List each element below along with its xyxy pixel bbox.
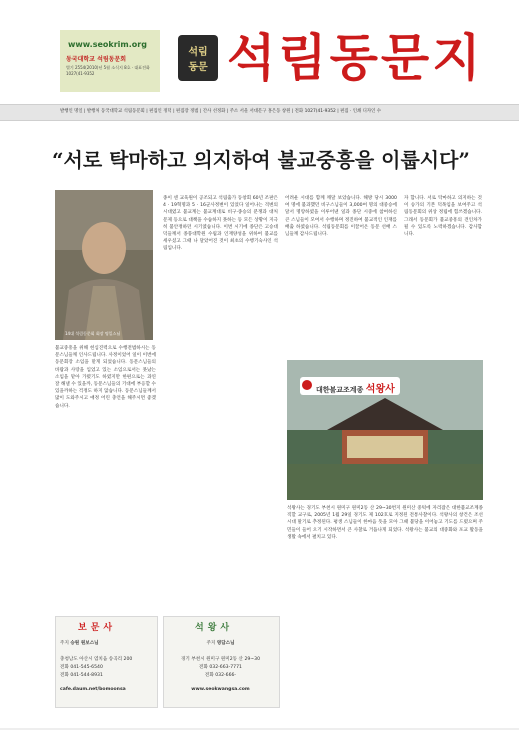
page-bottom-rule: [0, 728, 519, 730]
ad-seokwangsa-abbot: 주지 영담스님: [206, 641, 235, 646]
headline: “서로 탁마하고 의지하여 불교중흥을 이룹시다”: [52, 148, 470, 172]
temple-article: 석왕사는 경기도 부천시 원미구 원미2동 산 29~30번지 원미산 중턱에 자리잡은 대한불교조계종 직할 교구로, 2005년 1월 29일 경기도 제 102호로 지정된 전통사찰이다. 석왕사의 창건은 조선시대 말기로 추정된다. 평생 스님들이 한마음 뜻을 모아 그때 불당을 이어놓고 기도를 드렸으며 주민들이 들어 오기 시작하면서 큰 사찰로 거듭나게 되었다. 석왕사는 불교의 대중화와 포교 활동을 생활 속에서 펼치고 있다.: [287, 506, 483, 540]
seal-text-top: 석림: [188, 47, 208, 58]
ad-bomunsa-phone-2: 전화 041-544-8931: [60, 673, 103, 678]
credits-text: 발행인 명일 | 발행처 동국대학교 석림동문회 | 편집인 정덕 | 편집장 정범 | 간사 선정화 | 주소 서울 서대문구 홍은동 창원 | 전화 1027(41-9352 | 편집 · 인쇄 디자인 수: [60, 109, 381, 114]
ad-seokwangsa-address: 경기 부천시 원미구 원미2동 산 29~30: [180, 657, 260, 662]
president-photo: [55, 190, 153, 340]
temple-name: 석왕사: [365, 384, 395, 395]
ad-seokwangsa-url[interactable]: www.seokwangsa.com: [191, 687, 250, 692]
article-column-2: 종이 센 교육원이 공조되고 석림출가 동창회 60년 조판은 4 · 19혁명과 5 · 16군사정변이 있었다 일어나는 격변의 시대였고 불교계는 불교계대로 비구·종승의 분쟁과 대처문제 등으로 대책을 수습하지 못하는 등 모든 상황이 지극히 불안정하던 시기였습니다. 이번 시기에 종단은 고승대덕들께서 종풍대학원 수립과 인재양성을 위하여 불교를 세우셨고 그때 나 달았어진 것이 최초의 수행기숙사인 석림입니다.: [163, 196, 278, 252]
ad-seokwangsa-title: 석왕사: [195, 623, 234, 633]
header-info: 별기 2554(2010)년 5월 소식지 8호 · 대표전화 1027(41-9352: [66, 65, 150, 76]
ad-seokwangsa-phone-1: 전화 032-663-7771: [199, 665, 242, 670]
ad-bomunsa-address: 충청남도 아산시 염치읍 송곡리 200: [60, 657, 133, 662]
ad-bomunsa-title: 보문사: [78, 623, 117, 633]
article-column-4: 자 합니다. 서로 탁마하고 의지하는 것이 승가의 기본 덕목임을 보여주고 석림동문회의 위상 정립에 힘쓰겠습니다. 그래서 동문회가 불교중흥의 견인차가 될 수 있도록 노력하겠습니다. 감사합니다.: [404, 196, 482, 238]
ad-bomunsa-url[interactable]: cafe.daum.net/bomoonsa: [60, 687, 126, 692]
photo-caption: 14대 석림동문회 회장 명일스님: [65, 331, 121, 336]
order-logo-icon: [302, 380, 312, 390]
seal-logo: [178, 35, 218, 81]
article-column-1: 불교중흥을 위해 헌심진력으로 수행전법하시는 동문스님들께 인사드립니다. 사정이었어 일이 이번에 동문회장 소임을 맡게 되었습니다. 동문스님들의 바람과 사랑을 입었고 있는 소임으로서는 못났는 소임을 맡아 가렸기도 하였지만 한편으로는 과연 잘 해낼 수 있을까, 동문스님들의 기대에 부응할 수 있을까하는 걱정도 하지 않습니다. 동문스님들께서 많이 도와주시고 애정 어린 충언을 해주시면 좋겠습니다.: [55, 346, 156, 409]
publisher-name: 동국대학교 석림동문회: [66, 56, 127, 63]
ad-seokwangsa-phone-2: 전화 032-666-: [204, 673, 237, 678]
ad-bomunsa-phone-1: 전화 041-545-6540: [60, 665, 103, 670]
temple-brand: 대한불교조계종: [316, 386, 364, 394]
ad-bomunsa-abbot: 주지 승원 원보스님: [60, 641, 99, 646]
temple-badge-text: [316, 380, 395, 395]
masthead-title: 석림동문지: [227, 28, 484, 87]
site-url[interactable]: www.seokrim.org: [68, 40, 147, 49]
article-column-3: 어려운 시대를 함께 깨달 보았습니다. 해방 당시 3000여 명에 불과했던 비구스님들이 3,000여 명의 대중승에 달서 명랑하였을 이루어낸 일과 종단 시중에 참여하신 큰 스님들이 모여서 수행하며 정진하여 불교적인 인재를 배출 하였습니다. 석림동문회를 이끌어온 동문 선배 스님들께 감사드립니다.: [285, 196, 397, 238]
seal-text-bottom: 동문: [188, 62, 208, 73]
